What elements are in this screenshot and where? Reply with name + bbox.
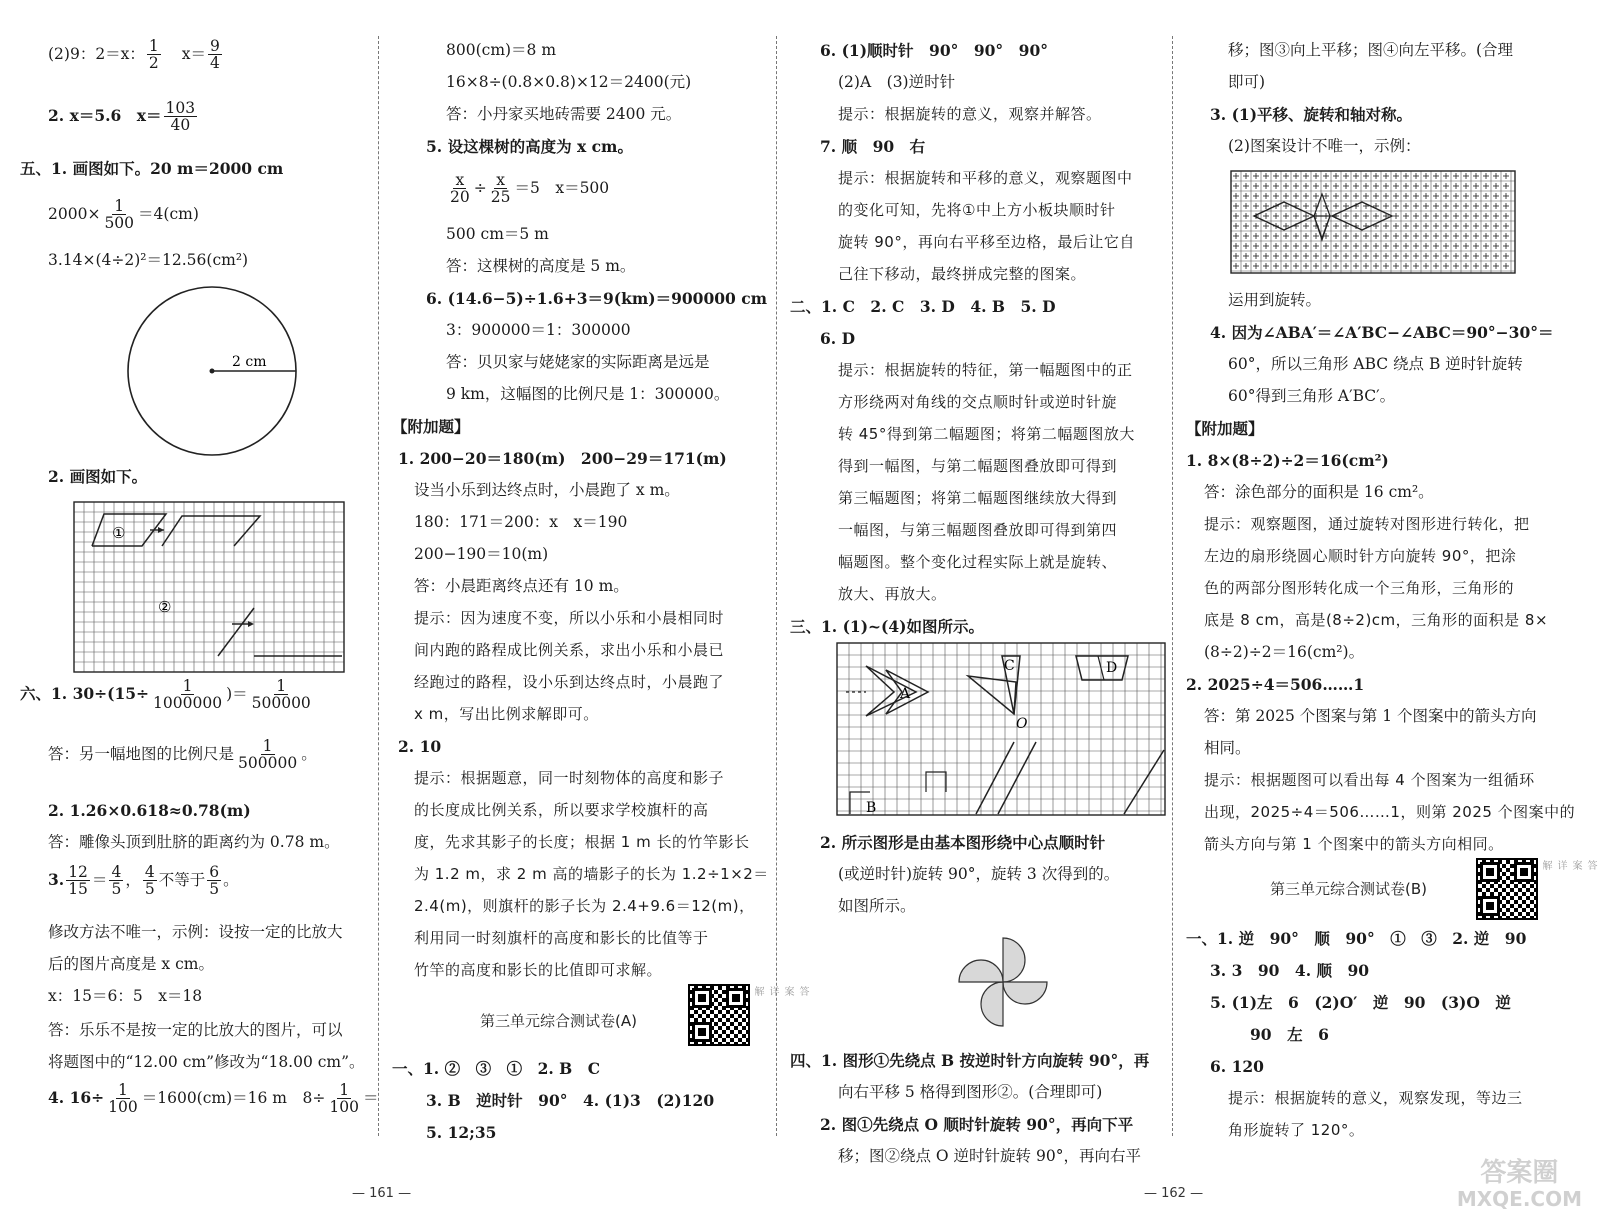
hint-line: 提示：根据题意，同一时刻物体的高度和影子 — [414, 769, 725, 787]
answer-line: 9 km，这幅图的比例尺是 1：300000。 — [446, 385, 730, 403]
answer-line: 60°，所以三角形 ABC 绕点 B 逆时针旋转 — [1228, 355, 1523, 373]
page-number-left: — 161 — — [352, 1186, 412, 1201]
answer-line: 2. 所示图形是由基本图形绕中心点顺时针 — [820, 833, 1106, 852]
answer-line: 2. 1.26×0.618≈0.78(m) — [48, 801, 251, 820]
answer-line: 答：贝贝家与姥姥家的实际距离是远是 — [446, 353, 710, 371]
answer-line: 60°得到三角形 A′BC′。 — [1228, 387, 1396, 405]
radius-label: 2 cm — [232, 354, 267, 370]
pattern-grid-figure — [1230, 170, 1520, 276]
section-heading: 三、1. (1)~(4)如图所示。 — [790, 617, 984, 636]
watermark-logo: 答案圈 MXQE.COM — [1456, 1158, 1582, 1211]
answer-line: 800(cm)＝8 m — [446, 41, 557, 59]
answer-line: 1. 200−20＝180(m) 200−29＝171(m) — [398, 449, 727, 468]
hint-line: x m，写出比例求解即可。 — [414, 705, 599, 723]
qr-caption: 答案详解 — [1540, 860, 1596, 870]
answer-line: 4. 因为∠ABA′＝∠A′BC−∠ABC＝90°−30°＝ — [1210, 323, 1554, 342]
point-label-B: B — [866, 800, 877, 816]
hint-line: 色的两部分图形转化成一个三角形，三角形的 — [1204, 579, 1515, 597]
hint-line: 底是 8 cm，高是(8÷2)cm，三角形的面积是 8× — [1204, 611, 1549, 629]
answer-line: 如图所示。 — [838, 897, 916, 915]
pinwheel-figure — [948, 932, 1058, 1032]
answer-line: 2. 画图如下。 — [48, 467, 148, 486]
answer-line: 后的图片高度是 x cm。 — [48, 955, 214, 973]
point-label-D: D — [1106, 660, 1118, 676]
answer-line: 6. (1)顺时针 90° 90° 90° — [820, 41, 1048, 60]
answer-line: 6. 120 — [1210, 1057, 1264, 1076]
page-number-right: — 162 — — [1144, 1186, 1204, 1201]
answer-line: 一、1. ② ③ ① 2. B C — [392, 1059, 601, 1078]
answer-line: 答：第 2025 个图案与第 1 个图案中的箭头方向 — [1204, 707, 1537, 725]
hint-line: 提示：因为速度不变，所以小乐和小晨相同时 — [414, 609, 725, 627]
answer-line: $\frac{x}{20}$ ÷ $\frac{x}{25}$ ＝5 x＝500 — [450, 171, 610, 207]
qr-code[interactable] — [1476, 858, 1538, 920]
section-heading: 四、1. 图形①先绕点 B 按逆时针方向旋转 90°，再 — [790, 1051, 1150, 1070]
hint-line: 提示：根据题图可以看出每 4 个图案为一组循环 — [1204, 771, 1535, 789]
hint-line: 间内跑的路程成比例关系，求出小乐和小晨已 — [414, 641, 725, 659]
point-label-C: C — [1004, 658, 1015, 674]
hint-line: 左边的扇形绕圆心顺时针方向旋转 90°，把涂 — [1204, 547, 1517, 565]
hint-line: 放大、再放大。 — [838, 585, 947, 603]
hint-line: 幅题图。整个变化过程实际上就是旋转、 — [838, 553, 1118, 571]
column-divider-2 — [776, 36, 777, 1136]
answer-line: 180：171＝200：x x＝190 — [414, 513, 628, 531]
hint-line: 提示：根据旋转和平移的意义，观察题图中 — [838, 169, 1133, 187]
answer-line: (或逆时针)旋转 90°，旋转 3 次得到的。 — [838, 865, 1120, 883]
answer-line: 将题图中的“12.00 cm”修改为“18.00 cm”。 — [48, 1053, 365, 1071]
answer-line: 移；图③向上平移；图④向左平移。(合理 — [1228, 41, 1514, 59]
answer-line: 2. 2025÷4＝506……1 — [1186, 675, 1365, 694]
section-heading: 【附加题】 — [392, 417, 470, 436]
answer-line: 3.14×(4÷2)²＝12.56(cm²) — [48, 251, 249, 269]
hint-line: 度，先求其影子的长度；根据 1 m 长的竹竿影长 — [414, 833, 750, 851]
answer-line: 答：小晨距离终点还有 10 m。 — [414, 577, 629, 595]
answer-line: 5. 设这棵树的高度为 x cm。 — [426, 137, 633, 156]
answer-line: 5. 12;35 — [426, 1123, 497, 1142]
answer-line: x：15＝6：5 x＝18 — [48, 987, 203, 1005]
hint-line: 的变化可知，先将①中上方小板块顺时针 — [838, 201, 1116, 219]
hint-line: 角形旋转了 120°。 — [1228, 1121, 1365, 1139]
answer-line: 移；图②绕点 O 逆时针旋转 90°，再向右平 — [838, 1147, 1141, 1165]
answer-line: 修改方法不唯一，示例：设按一定的比放大 — [48, 923, 343, 941]
answer-line: (8÷2)÷2＝16(cm²)。 — [1204, 643, 1365, 661]
hint-line: 的长度成比例关系，所以要求学校旗杆的高 — [414, 801, 709, 819]
hint-line: 己往下移动，最终拼成完整的图案。 — [838, 265, 1087, 283]
answer-line: 相同。 — [1204, 739, 1251, 757]
hint-line: 方形绕两对角线的交点顺时针或逆时针旋 — [838, 393, 1118, 411]
hint-line: 得到一幅图，与第二幅题图叠放即可得到 — [838, 457, 1118, 475]
answer-line: 3：900000＝1：300000 — [446, 321, 631, 339]
answer-line: 3. 3 90 4. 顺 90 — [1210, 961, 1370, 980]
qr-code[interactable] — [688, 984, 750, 1046]
hint-line: 出现，2025÷4＝506……1，则第 2025 个图案中的 — [1204, 803, 1576, 821]
section-heading: 二、1. C 2. C 3. D 4. B 5. D — [790, 297, 1056, 316]
hint-line: 提示：观察题图，通过旋转对图形进行转化，把 — [1204, 515, 1530, 533]
column-divider-1 — [378, 36, 379, 1136]
hint-line: 旋转 90°，再向右平移至边格，最后让它自 — [838, 233, 1135, 251]
answer-line: 6. (14.6−5)÷1.6+3＝9(km)＝900000 cm — [426, 289, 768, 308]
answer-line: 2000× $\frac{1}{500}$ ＝4(cm) — [48, 197, 199, 233]
hint-line: 转 45°得到第二幅题图；将第二幅题图放大 — [838, 425, 1135, 443]
section-heading: 【附加题】 — [1186, 419, 1264, 438]
test-section-title: 第三单元综合测试卷(A) — [480, 1012, 637, 1030]
answer-line: 答：这棵树的高度是 5 m。 — [446, 257, 636, 275]
answer-line: 答：乐乐不是按一定的比放大的图片，可以 — [48, 1021, 343, 1039]
section-heading: 一、1. 逆 90° 顺 90° ① ③ 2. 逆 90 — [1186, 929, 1527, 948]
hint-line: 经跑过的路程，设小乐到达终点时，小晨跑了 — [414, 673, 725, 691]
test-section-title: 第三单元综合测试卷(B) — [1270, 880, 1427, 898]
answer-line: 2. 10 — [398, 737, 442, 756]
hint-line: 第三幅题图；将第二幅题图继续放大得到 — [838, 489, 1118, 507]
point-label-A: A — [900, 686, 911, 702]
hint-line: 2.4(m)，则旗杆的影子长为 2.4+9.6＝12(m)， — [414, 897, 755, 915]
answer-line: (2)A (3)逆时针 — [838, 73, 956, 91]
shape-label-2: ② — [158, 598, 172, 616]
hint-line: 一幅图，与第三幅题图叠放即可得到第四 — [838, 521, 1118, 539]
answer-line: 2. x＝5.6 x＝ $\frac{103}{40}$ — [48, 99, 196, 135]
answer-line: 六、1. 30÷(15÷ $\frac{1}{1000000}$ )＝ $\frac{1}{500000}$ — [20, 677, 311, 713]
hint-line: 竹竿的高度和影长的比值即可求解。 — [414, 961, 663, 979]
circle-figure — [120, 278, 310, 468]
answer-line: 即可) — [1228, 73, 1266, 91]
answer-line: 答：另一幅地图的比例尺是 $\frac{1}{500000}$ 。 — [48, 737, 317, 773]
answer-line: 3. (1)平移、旋转和轴对称。 — [1210, 105, 1413, 124]
answer-line: 3. $\frac{12}{15}$ ＝ $\frac{4}{5}$ ， $\frac{4}{5}$ 不等于 $\frac{6}{5}$ 。 — [48, 863, 239, 899]
translation-grid-figure — [72, 500, 348, 676]
answer-line: 7. 顺 90 右 — [820, 137, 926, 156]
qr-caption: 答案详解 — [752, 986, 808, 996]
answer-line: 500 cm＝5 m — [446, 225, 549, 243]
answer-line: 答：小丹家买地砖需要 2400 元。 — [446, 105, 682, 123]
section-heading: 五、1. 画图如下。20 m＝2000 cm — [20, 159, 284, 178]
answer-line: 90 左 6 — [1250, 1025, 1329, 1044]
hint-line: 为 1.2 m，求 2 m 高的墙影子的长为 1.2÷1×2＝ — [414, 865, 769, 883]
answer-line: 2. 图①先绕点 O 顺时针旋转 90°，再向下平 — [820, 1115, 1134, 1134]
answer-line: (2)图案设计不唯一，示例： — [1228, 137, 1421, 155]
answer-line: 答：涂色部分的面积是 16 cm²。 — [1204, 483, 1434, 501]
shape-label-1: ① — [112, 524, 126, 542]
answer-line: 向右平移 5 格得到图形②。(合理即可) — [838, 1083, 1103, 1101]
hint-line: 提示：根据旋转的特征，第一幅题图中的正 — [838, 361, 1133, 379]
answer-line: 200−190＝10(m) — [414, 545, 549, 563]
answer-line: 答：雕像头顶到肚脐的距离约为 0.78 m。 — [48, 833, 340, 851]
column-divider-3 — [1172, 36, 1173, 1136]
hint-line: 提示：根据旋转的意义，观察并解答。 — [838, 105, 1102, 123]
answer-line: 3. B 逆时针 90° 4. (1)3 (2)120 — [426, 1091, 715, 1110]
rotation-grid-figure — [836, 642, 1170, 820]
answer-line: 16×8÷(0.8×0.8)×12＝2400(元) — [446, 73, 692, 91]
answer-line: 设当小乐到达终点时，小晨跑了 x m。 — [414, 481, 680, 499]
hint-line: 提示：根据旋转的意义，观察发现，等边三 — [1228, 1089, 1523, 1107]
answer-line: 5. (1)左 6 (2)O′ 逆 90 (3)O 逆 — [1210, 993, 1511, 1012]
answer-line: 4. 16÷ $\frac{1}{100}$ ＝1600(cm)＝16 m 8÷ $\frac{1}{100}$ ＝ — [48, 1081, 379, 1117]
point-label-O: O — [1016, 716, 1028, 732]
answer-line: (2)9：2＝x： $\frac{1}{2}$ x＝ $\frac{9}{4}$ — [48, 37, 220, 73]
hint-line: 箭头方向与第 1 个图案中的箭头方向相同。 — [1204, 835, 1504, 853]
answer-line: 6. D — [820, 329, 856, 348]
answer-line: 1. 8×(8÷2)÷2＝16(cm²) — [1186, 451, 1389, 470]
answer-line: 运用到旋转。 — [1228, 291, 1322, 309]
hint-line: 利用同一时刻旗杆的高度和影长的比值等于 — [414, 929, 709, 947]
